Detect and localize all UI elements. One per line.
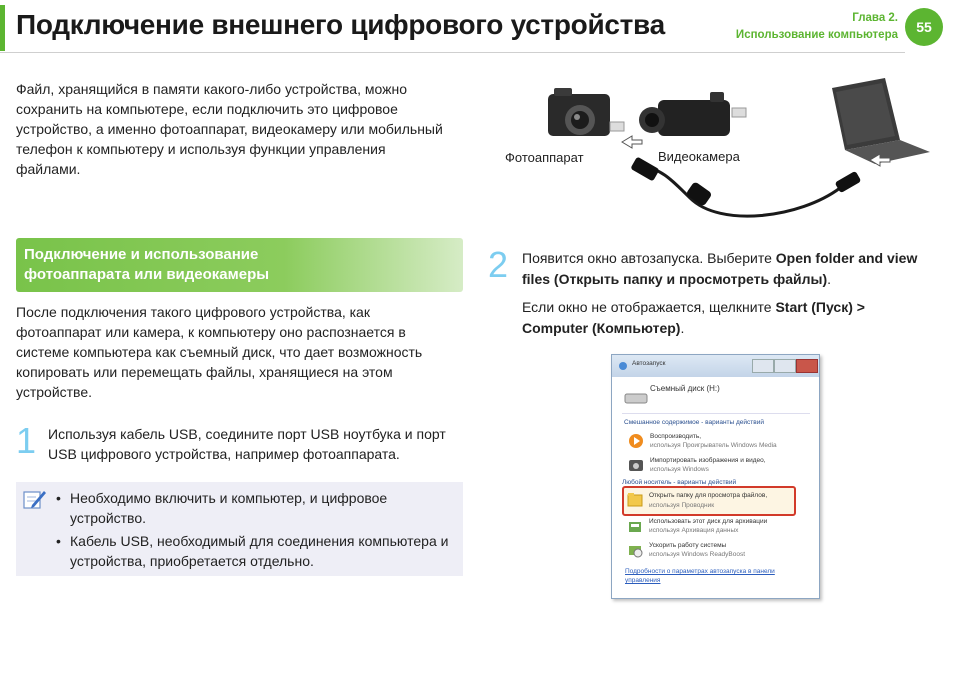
dialog-title: Автозапуск [632,360,666,367]
autoplay-settings-link[interactable]: Подробности о параметрах автозапуска в панели [625,568,775,575]
option-open-folder-title[interactable]: Открыть папку для просмотра файлов, [649,492,768,499]
note-item: • Необходимо включить и компьютер, и цифровое устройство. [54,488,459,528]
title-divider [0,52,905,53]
page-number: 55 [905,8,943,46]
option-open-folder-sub: используя Проводник [649,502,715,509]
camera-import-icon [628,457,644,473]
dialog-divider [622,413,810,414]
section-paragraph: После подключения такого цифрового устройства, как фотоаппарат или камера, к компьютеру оно распознается в системе компьютера как съемный диск, что дает возможность копировать или перемещать файлы, хранящиеся на этом устройстве. [16,304,423,400]
title-accent-bar [0,5,5,51]
drive-label: Съемный диск (H:) [650,384,720,393]
section-heading [16,238,463,292]
section-heading-line2: фотоаппарата или видеокамеры [24,266,270,283]
mixed-content-header: Смешанное содержимое - варианты действий [624,419,764,426]
step-2-p2-bold: Start (Пуск) > Computer (Компьютер) [522,299,865,336]
intro-paragraph: Файл, хранящийся в памяти какого-либо устройства, можно сохранить на компьютере, если подключить это цифровое устройство, а именно фотоаппарат, видеокамеру или мобильный телефон к компьютеру и используя функции управления файлами. [16,81,443,177]
step-2-number: 2 [488,244,509,285]
maximize-button[interactable] [774,359,796,373]
option-backup-sub: используя Архивация данных [649,527,739,534]
removable-header: Любой носитель - варианты действий [622,479,737,486]
backup-icon [627,519,643,535]
drive-icon [624,391,648,405]
section-heading-line1: Подключение и использование [24,246,259,263]
step-2-p1-text: Появится окно автозапуска. Выберите [522,250,776,266]
chapter-title: Использование компьютера [735,29,898,41]
folder-icon [627,491,643,507]
option-import-sub: используя Windows [650,466,709,473]
step-2-p2-text: Если окно не отображается, щелкните [522,299,776,315]
chapter-number: Глава 2. [852,12,898,24]
note-item: • Кабель USB, необходимый для соединения компьютера и устройства, приобретается отдельно. [54,531,459,571]
option-backup-title[interactable]: Использовать этот диск для архивации [649,518,768,525]
step-2-p1-bold: Open folder and view files (Открыть папку и просмотреть файлы) [522,250,918,287]
option-play-title[interactable]: Воспроизводить, [650,433,702,440]
chapter-label [736,10,898,44]
step-2-p2-end: . [680,320,685,336]
camera-caption: Фотоаппарат [505,150,584,165]
autoplay-icon [618,361,628,371]
option-play-sub: используя Проигрыватель Windows Media [650,442,777,449]
camera-image [548,88,610,136]
readyboost-icon [627,542,643,558]
option-speedup-title[interactable]: Ускорить работу системы [649,542,727,549]
step-2-p1-end: . [827,271,831,287]
option-import-title[interactable]: Импортировать изображения и видео, [650,457,766,464]
option-speedup-sub: используя Windows ReadyBoost [649,551,746,558]
note-pencil-icon [22,489,46,511]
minimize-button[interactable] [752,359,774,373]
step-1-text: Используя кабель USB, соедините порт USB ноутбука и порт USB цифрового устройства, например фотоаппарата. [48,426,446,462]
camcorder-caption: Видеокамера [658,149,740,164]
step-2-text [522,248,922,346]
device-connection-illustration [540,78,940,238]
media-player-icon [628,433,644,449]
autoplay-dialog [611,354,820,599]
autoplay-settings-link-cont[interactable]: управления [625,577,661,584]
laptop-image [832,78,930,164]
page-title: Подключение внешнего цифрового устройства [16,9,665,40]
camcorder-image [639,92,730,136]
step-1-number: 1 [16,420,37,461]
note-list [54,488,459,574]
open-folder-option-highlight[interactable] [622,486,796,516]
close-button[interactable] [796,359,818,373]
